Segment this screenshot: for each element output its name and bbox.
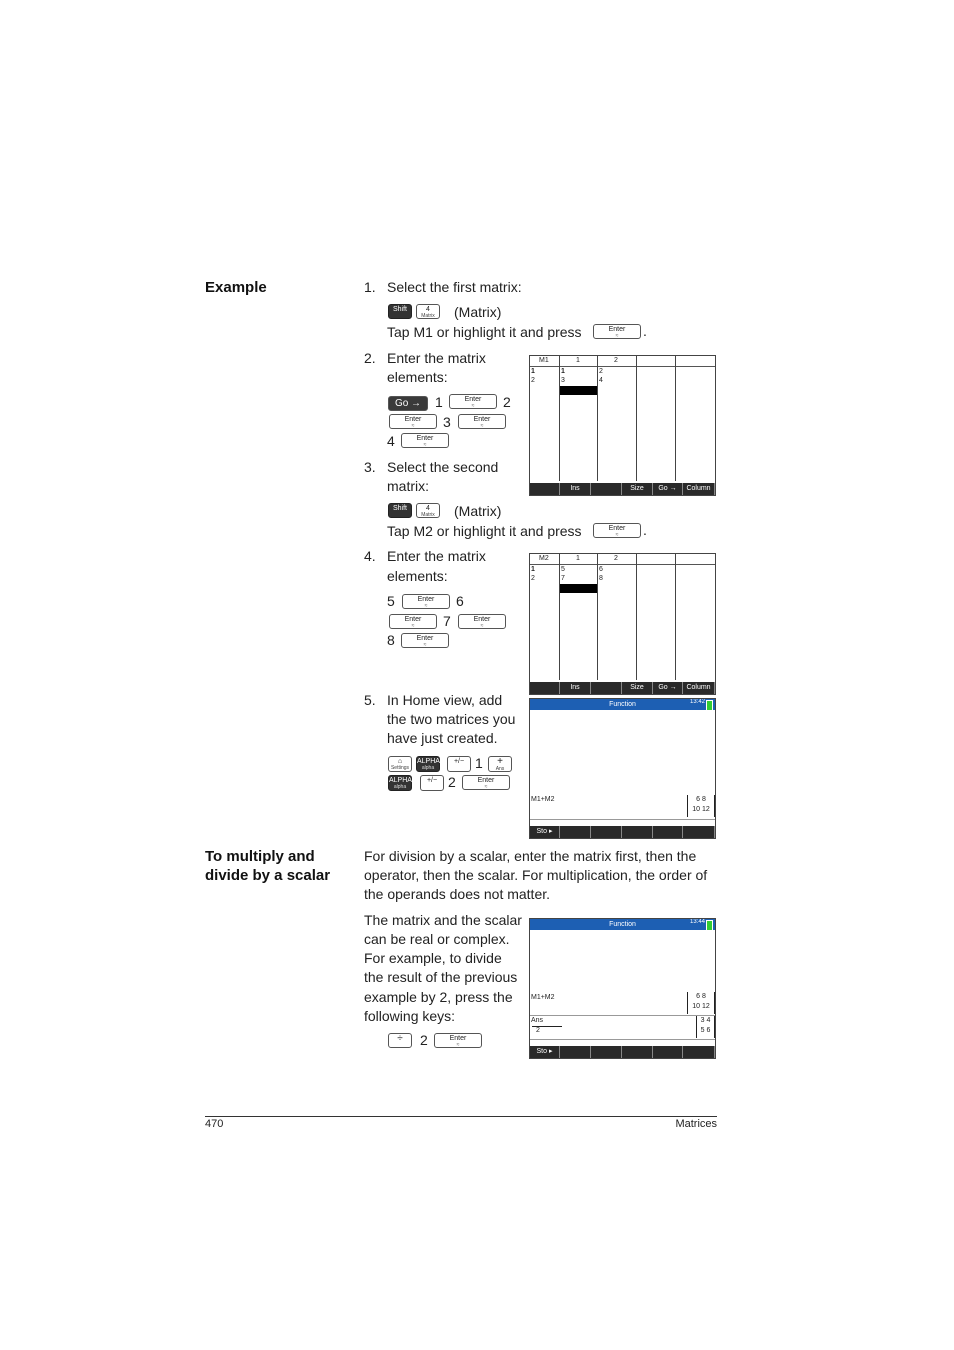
section-heading: To multiply and — [205, 848, 315, 865]
step-text: In Home view, add — [387, 692, 503, 708]
paragraph-line: following keys: — [364, 1008, 456, 1024]
paragraph-line: example by 2, press the — [364, 989, 513, 1005]
value: 5 — [387, 593, 395, 609]
matrix-label: (Matrix) — [454, 304, 502, 320]
menu-bar — [530, 826, 715, 838]
enter-key-icon: Enter ≈ — [401, 433, 449, 448]
value: 7 — [443, 613, 451, 629]
home-key-icon: ⌂ Settings — [388, 756, 412, 772]
shift-key-icon: Shift — [388, 304, 412, 319]
menu-button-column[interactable]: Column — [683, 682, 715, 694]
value: 2 — [503, 394, 511, 410]
matrix-cell: 6 — [599, 566, 603, 573]
menu-button[interactable] — [622, 826, 653, 838]
menu-button[interactable] — [653, 1046, 683, 1058]
page-number: 470 — [205, 1118, 224, 1130]
matrix-label: (Matrix) — [454, 503, 502, 519]
menu-button[interactable] — [530, 483, 560, 495]
matrix-header — [530, 554, 715, 565]
result-matrix: 3 4 5 6 — [696, 1016, 715, 1038]
value: 3 — [443, 414, 451, 430]
menu-button[interactable] — [622, 1046, 653, 1058]
column-header: 1 — [576, 555, 580, 562]
chapter-name: Matrices — [675, 1118, 717, 1130]
menu-bar — [530, 1046, 715, 1058]
selected-cell — [560, 386, 597, 395]
paragraph-line: For division by a scalar, enter the matrix first, then the — [364, 848, 697, 864]
value: 1 — [475, 755, 483, 771]
step-text: matrix: — [387, 478, 429, 494]
menu-button-sto[interactable]: Sto ▸ — [530, 826, 560, 838]
column-header: 2 — [614, 357, 618, 364]
menu-button-size[interactable]: Size — [622, 682, 653, 694]
enter-key-icon: Enter ≈ — [462, 775, 510, 790]
menu-button[interactable] — [591, 682, 622, 694]
menu-button[interactable] — [591, 826, 622, 838]
four-key-icon: 4 Matrix — [416, 503, 440, 518]
menu-button[interactable] — [530, 682, 560, 694]
section-heading: divide by a scalar — [205, 867, 331, 884]
step-number: 2. — [364, 350, 376, 366]
matrix-cell: 5 — [561, 566, 565, 573]
matrix-header — [530, 356, 715, 367]
menu-button[interactable] — [591, 1046, 622, 1058]
clock: 13:42 — [689, 699, 705, 705]
expression: M1+M2 — [531, 796, 555, 803]
plus-key-icon: + Ans — [488, 756, 512, 772]
value: 2 — [448, 774, 456, 790]
paragraph-line: the result of the previous — [364, 969, 518, 985]
enter-key-icon: Enter ≈ — [401, 633, 449, 648]
step-text: Enter the matrix — [387, 350, 486, 366]
menu-button[interactable] — [560, 1046, 591, 1058]
matrix-name: M2 — [539, 555, 549, 562]
enter-key-icon: Enter ≈ — [593, 523, 641, 538]
title-bar: Function — [530, 919, 715, 930]
four-key-icon: 4 Matrix — [416, 304, 440, 319]
value: 6 — [456, 593, 464, 609]
plus-minus-key-icon: +/− — [420, 775, 444, 791]
menu-button-column[interactable]: Column — [683, 483, 715, 495]
selected-cell — [560, 584, 597, 593]
enter-key-icon: Enter ≈ — [402, 594, 450, 609]
home-view-screen — [529, 698, 716, 839]
step-text: elements: — [387, 568, 448, 584]
menu-bar — [530, 682, 715, 694]
step-text: elements: — [387, 369, 448, 385]
column-header: 2 — [614, 555, 618, 562]
enter-key-icon: Enter ≈ — [593, 324, 641, 339]
go-key-icon: Go → — [388, 396, 428, 411]
home-view-screen — [529, 918, 716, 1059]
row-header: 1 — [531, 566, 535, 573]
matrix-name: M1 — [539, 357, 549, 364]
step-text: Select the second — [387, 459, 499, 475]
menu-button[interactable] — [683, 1046, 715, 1058]
matrix-cell: 4 — [599, 377, 603, 384]
alpha-key-icon: ALPHA alpha — [389, 777, 412, 790]
menu-button-ins[interactable]: Ins — [560, 682, 591, 694]
menu-button-ins[interactable]: Ins — [560, 483, 591, 495]
matrix-cell: 8 — [599, 575, 603, 582]
row-header: 1 — [531, 368, 535, 375]
clock: 13:44 — [689, 919, 705, 925]
battery-icon — [706, 920, 713, 931]
menu-button[interactable] — [653, 826, 683, 838]
menu-button-sto[interactable]: Sto ▸ — [530, 1046, 560, 1058]
menu-button-size[interactable]: Size — [622, 483, 653, 495]
enter-key-icon: Enter ≈ — [389, 614, 437, 629]
alpha-key-icon: ALPHA alpha — [417, 758, 440, 771]
paragraph-line: For example, to divide — [364, 950, 502, 966]
result-matrix: 6 8 10 12 — [687, 795, 715, 817]
divide-key-icon: ÷ — [388, 1033, 412, 1048]
value: 2 — [420, 1032, 428, 1048]
matrix-cell: 2 — [599, 368, 603, 375]
row-header: 2 — [531, 377, 535, 384]
matrix-cell: 1 — [561, 368, 565, 375]
column-header: 1 — [576, 357, 580, 364]
battery-icon — [706, 700, 713, 711]
matrix-cell: 3 — [561, 377, 565, 384]
menu-button-go[interactable]: Go → — [653, 483, 683, 495]
period: . — [643, 522, 647, 538]
matrix-cell: 7 — [561, 575, 565, 582]
value: 8 — [387, 632, 395, 648]
matrix-editor-screen — [529, 553, 716, 695]
tap-instruction: Tap M1 or highlight it and press — [387, 324, 582, 340]
menu-bar — [530, 483, 715, 495]
value: 4 — [387, 433, 395, 449]
example-heading: Example — [205, 279, 267, 296]
step-number: 3. — [364, 459, 376, 475]
plus-minus-key-icon: +/− — [447, 756, 471, 772]
step-number: 4. — [364, 548, 376, 564]
menu-button-go[interactable]: Go → — [653, 682, 683, 694]
expression: Ans — [531, 1017, 544, 1024]
menu-button[interactable] — [560, 826, 591, 838]
enter-key-icon: Enter ≈ — [458, 614, 506, 629]
expression: 2 — [536, 1027, 540, 1034]
paragraph-line: The matrix and the scalar — [364, 912, 522, 928]
tap-instruction: Tap M2 or highlight it and press — [387, 523, 582, 539]
enter-key-icon: Enter ≈ — [434, 1033, 482, 1048]
footer-rule — [205, 1116, 717, 1117]
expression: M1+M2 — [531, 994, 555, 1001]
paragraph-line: operator, then the scalar. For multiplication, the order of — [364, 867, 708, 883]
enter-key-icon: Enter ≈ — [458, 414, 506, 429]
enter-key-icon: Enter ≈ — [449, 394, 497, 409]
matrix-editor-screen — [529, 355, 716, 496]
shift-key-icon: Shift — [388, 503, 412, 518]
menu-button[interactable] — [591, 483, 622, 495]
step-number: 1. — [364, 279, 376, 295]
value: 1 — [435, 394, 443, 410]
paragraph-line: the operands does not matter. — [364, 886, 551, 902]
step-text: the two matrices you — [387, 711, 516, 727]
row-header: 2 — [531, 575, 535, 582]
step-text: Enter the matrix — [387, 548, 486, 564]
period: . — [643, 323, 647, 339]
title-bar: Function — [530, 699, 715, 710]
step-text: Select the first matrix: — [387, 279, 522, 295]
step-number: 5. — [364, 692, 376, 708]
paragraph-line: can be real or complex. — [364, 931, 510, 947]
result-matrix: 6 8 10 12 — [687, 992, 715, 1014]
menu-button[interactable] — [683, 826, 715, 838]
step-text: have just created. — [387, 730, 498, 746]
enter-key-icon: Enter ≈ — [389, 414, 437, 429]
